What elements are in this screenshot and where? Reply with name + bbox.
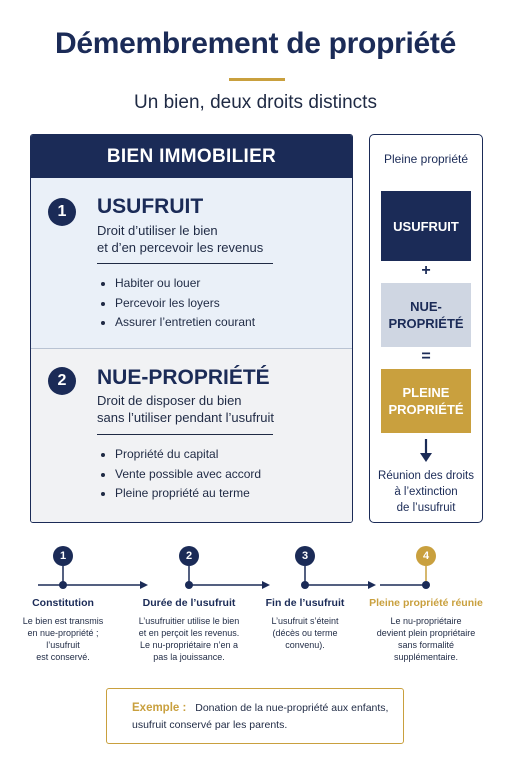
timeline-step-label: Durée de l’usufruit — [142, 597, 236, 609]
example-text-line: Donation de la nue-propriété aux enfants, — [195, 702, 389, 714]
timeline-dot — [422, 581, 430, 589]
timeline-step-number: 2 — [179, 546, 199, 566]
timeline — [0, 540, 511, 675]
nue-propriete-box — [381, 283, 471, 347]
section-title: NUE-PROPRIÉTÉ — [97, 366, 270, 389]
timeline-step-description: Le bien est transmis en nue-propriété ; l’usufruit est conservé. — [22, 616, 104, 662]
bullet-item: Propriété du capital — [101, 445, 261, 465]
arrow-down-icon — [419, 439, 433, 463]
footnote-line: de l’usufruit — [396, 502, 456, 514]
panel-footnote — [370, 468, 482, 516]
section-description — [97, 392, 327, 426]
timeline-dot — [185, 581, 193, 589]
bullet-item: Pleine propriété au terme — [101, 484, 261, 504]
section-description-line: sans l’utiliser pendant l’usufruit — [97, 410, 275, 425]
timeline-step-label: Fin de l’usufruit — [265, 597, 345, 609]
page-subtitle: Un bien, deux droits distincts — [134, 92, 377, 113]
section-divider — [97, 434, 273, 435]
footnote-line: à l’extinction — [394, 486, 458, 498]
section-bullet-list — [101, 274, 255, 333]
timeline-track — [0, 540, 511, 600]
timeline-step-number: 3 — [295, 546, 315, 566]
timeline-step-description: L’usufruitier utilise le bien et en perçoit les revenus. Le nu-propriétaire n’en a pas la jouissance. — [138, 616, 240, 662]
section-nue-propriete — [31, 349, 352, 523]
pleine-propriete-box — [381, 369, 471, 433]
example-box — [106, 688, 404, 744]
panel-heading: Pleine propriété — [383, 152, 469, 166]
box-line: PLEINE — [402, 385, 450, 400]
property-card — [30, 134, 353, 523]
equation-panel — [369, 134, 483, 523]
example-text-line: usufruit conservé par les parents. — [132, 719, 288, 731]
timeline-dot — [301, 581, 309, 589]
section-usufruit — [31, 178, 352, 349]
section-description-line: et d’en percevoir les revenus — [97, 240, 264, 255]
arrow-right-icon — [368, 581, 376, 589]
box-line: PROPRIÉTÉ — [388, 316, 464, 331]
section-description-line: Droit d’utiliser le bien — [97, 223, 218, 238]
section-title: USUFRUIT — [97, 195, 204, 218]
footnote-line: Réunion des droits — [378, 470, 474, 482]
bullet-item: Habiter ou louer — [101, 274, 255, 294]
arrow-right-icon — [140, 581, 148, 589]
bullet-item: Vente possible avec accord — [101, 465, 261, 485]
timeline-dot — [59, 581, 67, 589]
timeline-step-label: Constitution — [32, 597, 94, 609]
example-label: Exemple : — [132, 702, 187, 714]
timeline-step-description: L’usufruit s’éteint (décès ou terme convenu). — [271, 616, 339, 650]
timeline-step-number: 1 — [53, 546, 73, 566]
box-line: PROPRIÉTÉ — [388, 402, 464, 417]
usufruit-box: USUFRUIT — [381, 191, 471, 261]
section-description — [97, 222, 327, 256]
equals-sign: = — [421, 348, 431, 365]
bullet-item: Assurer l’entretien courant — [101, 313, 255, 333]
timeline-step-number: 4 — [416, 546, 436, 566]
section-divider — [97, 263, 273, 264]
title-underline — [229, 78, 285, 81]
card-header: BIEN IMMOBILIER — [31, 135, 352, 178]
section-number-badge: 1 — [48, 198, 76, 226]
page-title: Démembrement de propriété — [55, 27, 456, 60]
timeline-step-description: Le nu-propriétaire devient plein propriétaire sans formalité supplémentaire. — [376, 616, 476, 662]
box-line: NUE- — [410, 299, 442, 314]
section-description-line: Droit de disposer du bien — [97, 393, 242, 408]
bullet-item: Percevoir les loyers — [101, 294, 255, 314]
section-number-badge: 2 — [48, 367, 76, 395]
arrow-right-icon — [262, 581, 270, 589]
section-bullet-list — [101, 445, 261, 504]
plus-sign: + — [421, 262, 431, 279]
timeline-step-label: Pleine propriété réunie — [369, 597, 483, 609]
